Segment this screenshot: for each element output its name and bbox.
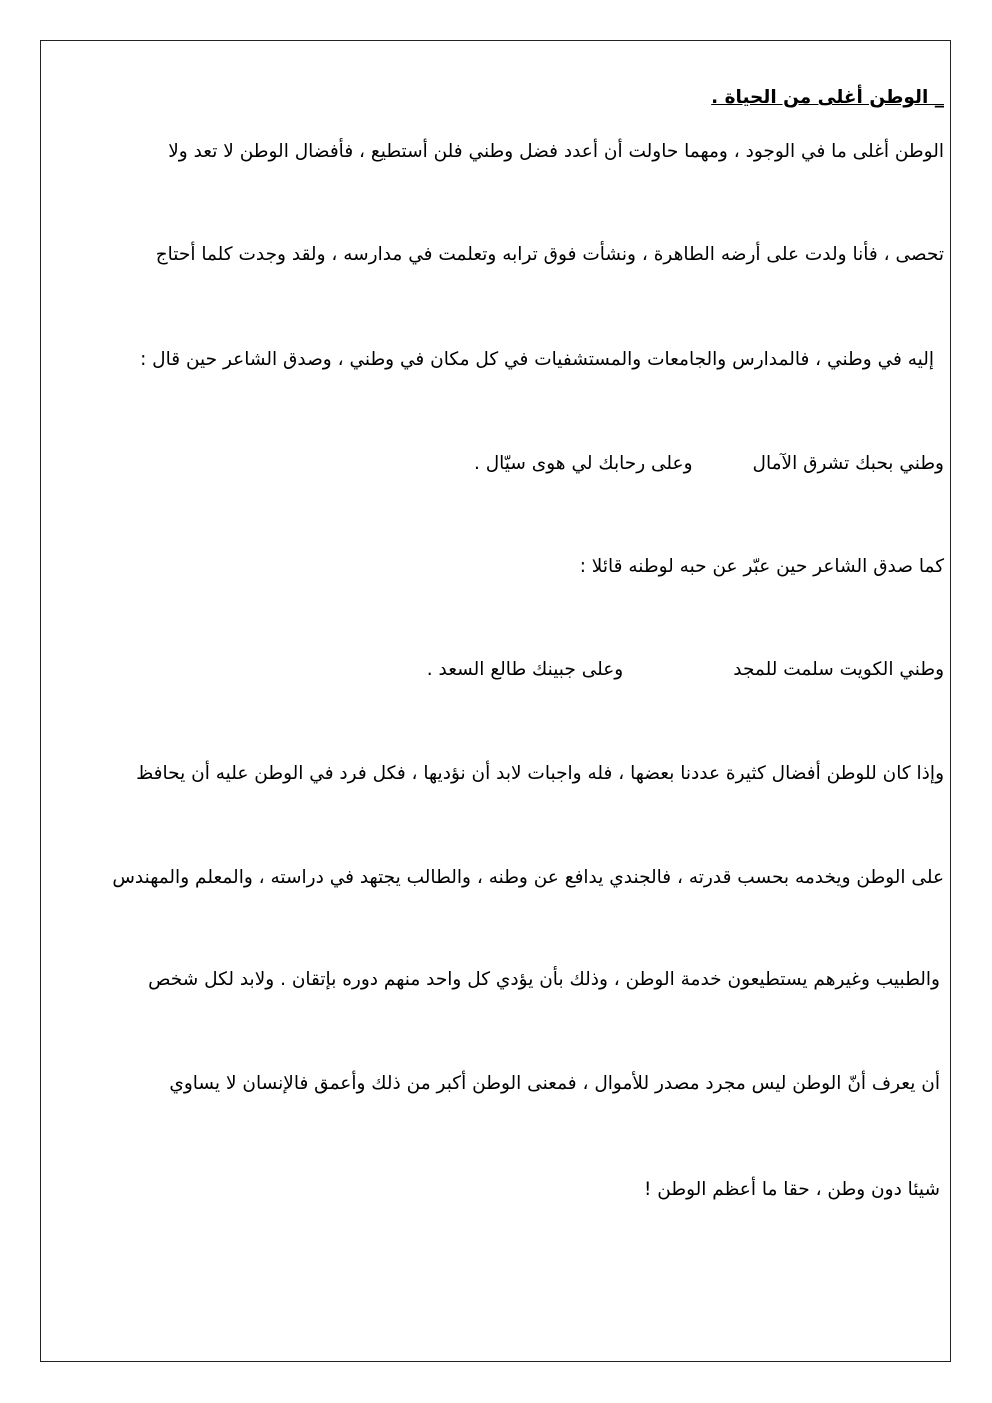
paragraph2-line-4: أن يعرف أنّ الوطن ليس مجرد مصدر للأموال ، فمعنى الوطن أكبر من ذلك وأعمق فالإنسان لا يساوي bbox=[169, 1073, 940, 1094]
paragraph-line-1: الوطن أغلى ما في الوجود ، ومهما حاولت أن أعدد فضل وطني فلن أستطيع ، فأفضال الوطن لا تعد ولا bbox=[168, 141, 944, 162]
verse-1-first-hemistich: وطني بحبك تشرق الآمال bbox=[752, 453, 944, 474]
verse-2 bbox=[427, 658, 944, 682]
paragraph2-line-2: على الوطن ويخدمه بحسب قدرته ، فالجندي يدافع عن وطنه ، والطالب يجتهد في دراسته ، والمعلم والمهندس bbox=[112, 867, 944, 888]
verse-2-first-hemistich: وطني الكويت سلمت للمجد bbox=[733, 659, 944, 680]
paragraph-line-3: إليه في وطني ، فالمدارس والجامعات والمستشفيات في كل مكان في وطني ، وصدق الشاعر حين قال : bbox=[140, 349, 934, 370]
verse-2-second-hemistich: وعلى جبينك طالع السعد . bbox=[426, 659, 624, 680]
essay-title: _ الوطن أغلى من الحياة . bbox=[711, 87, 944, 108]
paragraph2-line-5: شيئا دون وطن ، حقا ما أعظم الوطن ! bbox=[643, 1179, 940, 1200]
verse-1 bbox=[474, 452, 944, 476]
intro-line-2: كما صدق الشاعر حين عبّر عن حبه لوطنه قائلا : bbox=[579, 556, 944, 577]
paragraph2-line-3: والطبيب وغيرهم يستطيعون خدمة الوطن ، وذلك بأن يؤدي كل واحد منهم دوره بإتقان . ولابد لكل شخص bbox=[148, 969, 940, 990]
paragraph-line-2: تحصى ، فأنا ولدت على أرضه الطاهرة ، ونشأت فوق ترابه وتعلمت في مدارسه ، ولقد وجدت كلما أحتاج bbox=[155, 244, 944, 265]
paragraph2-line-1: وإذا كان للوطن أفضال كثيرة عددنا بعضها ، فله واجبات لابد أن نؤديها ، فكل فرد في الوطن عليه أن يحافظ bbox=[136, 763, 944, 784]
page-border bbox=[40, 40, 951, 1362]
verse-1-second-hemistich: وعلى رحابك لي هوى سيّال . bbox=[473, 453, 693, 474]
